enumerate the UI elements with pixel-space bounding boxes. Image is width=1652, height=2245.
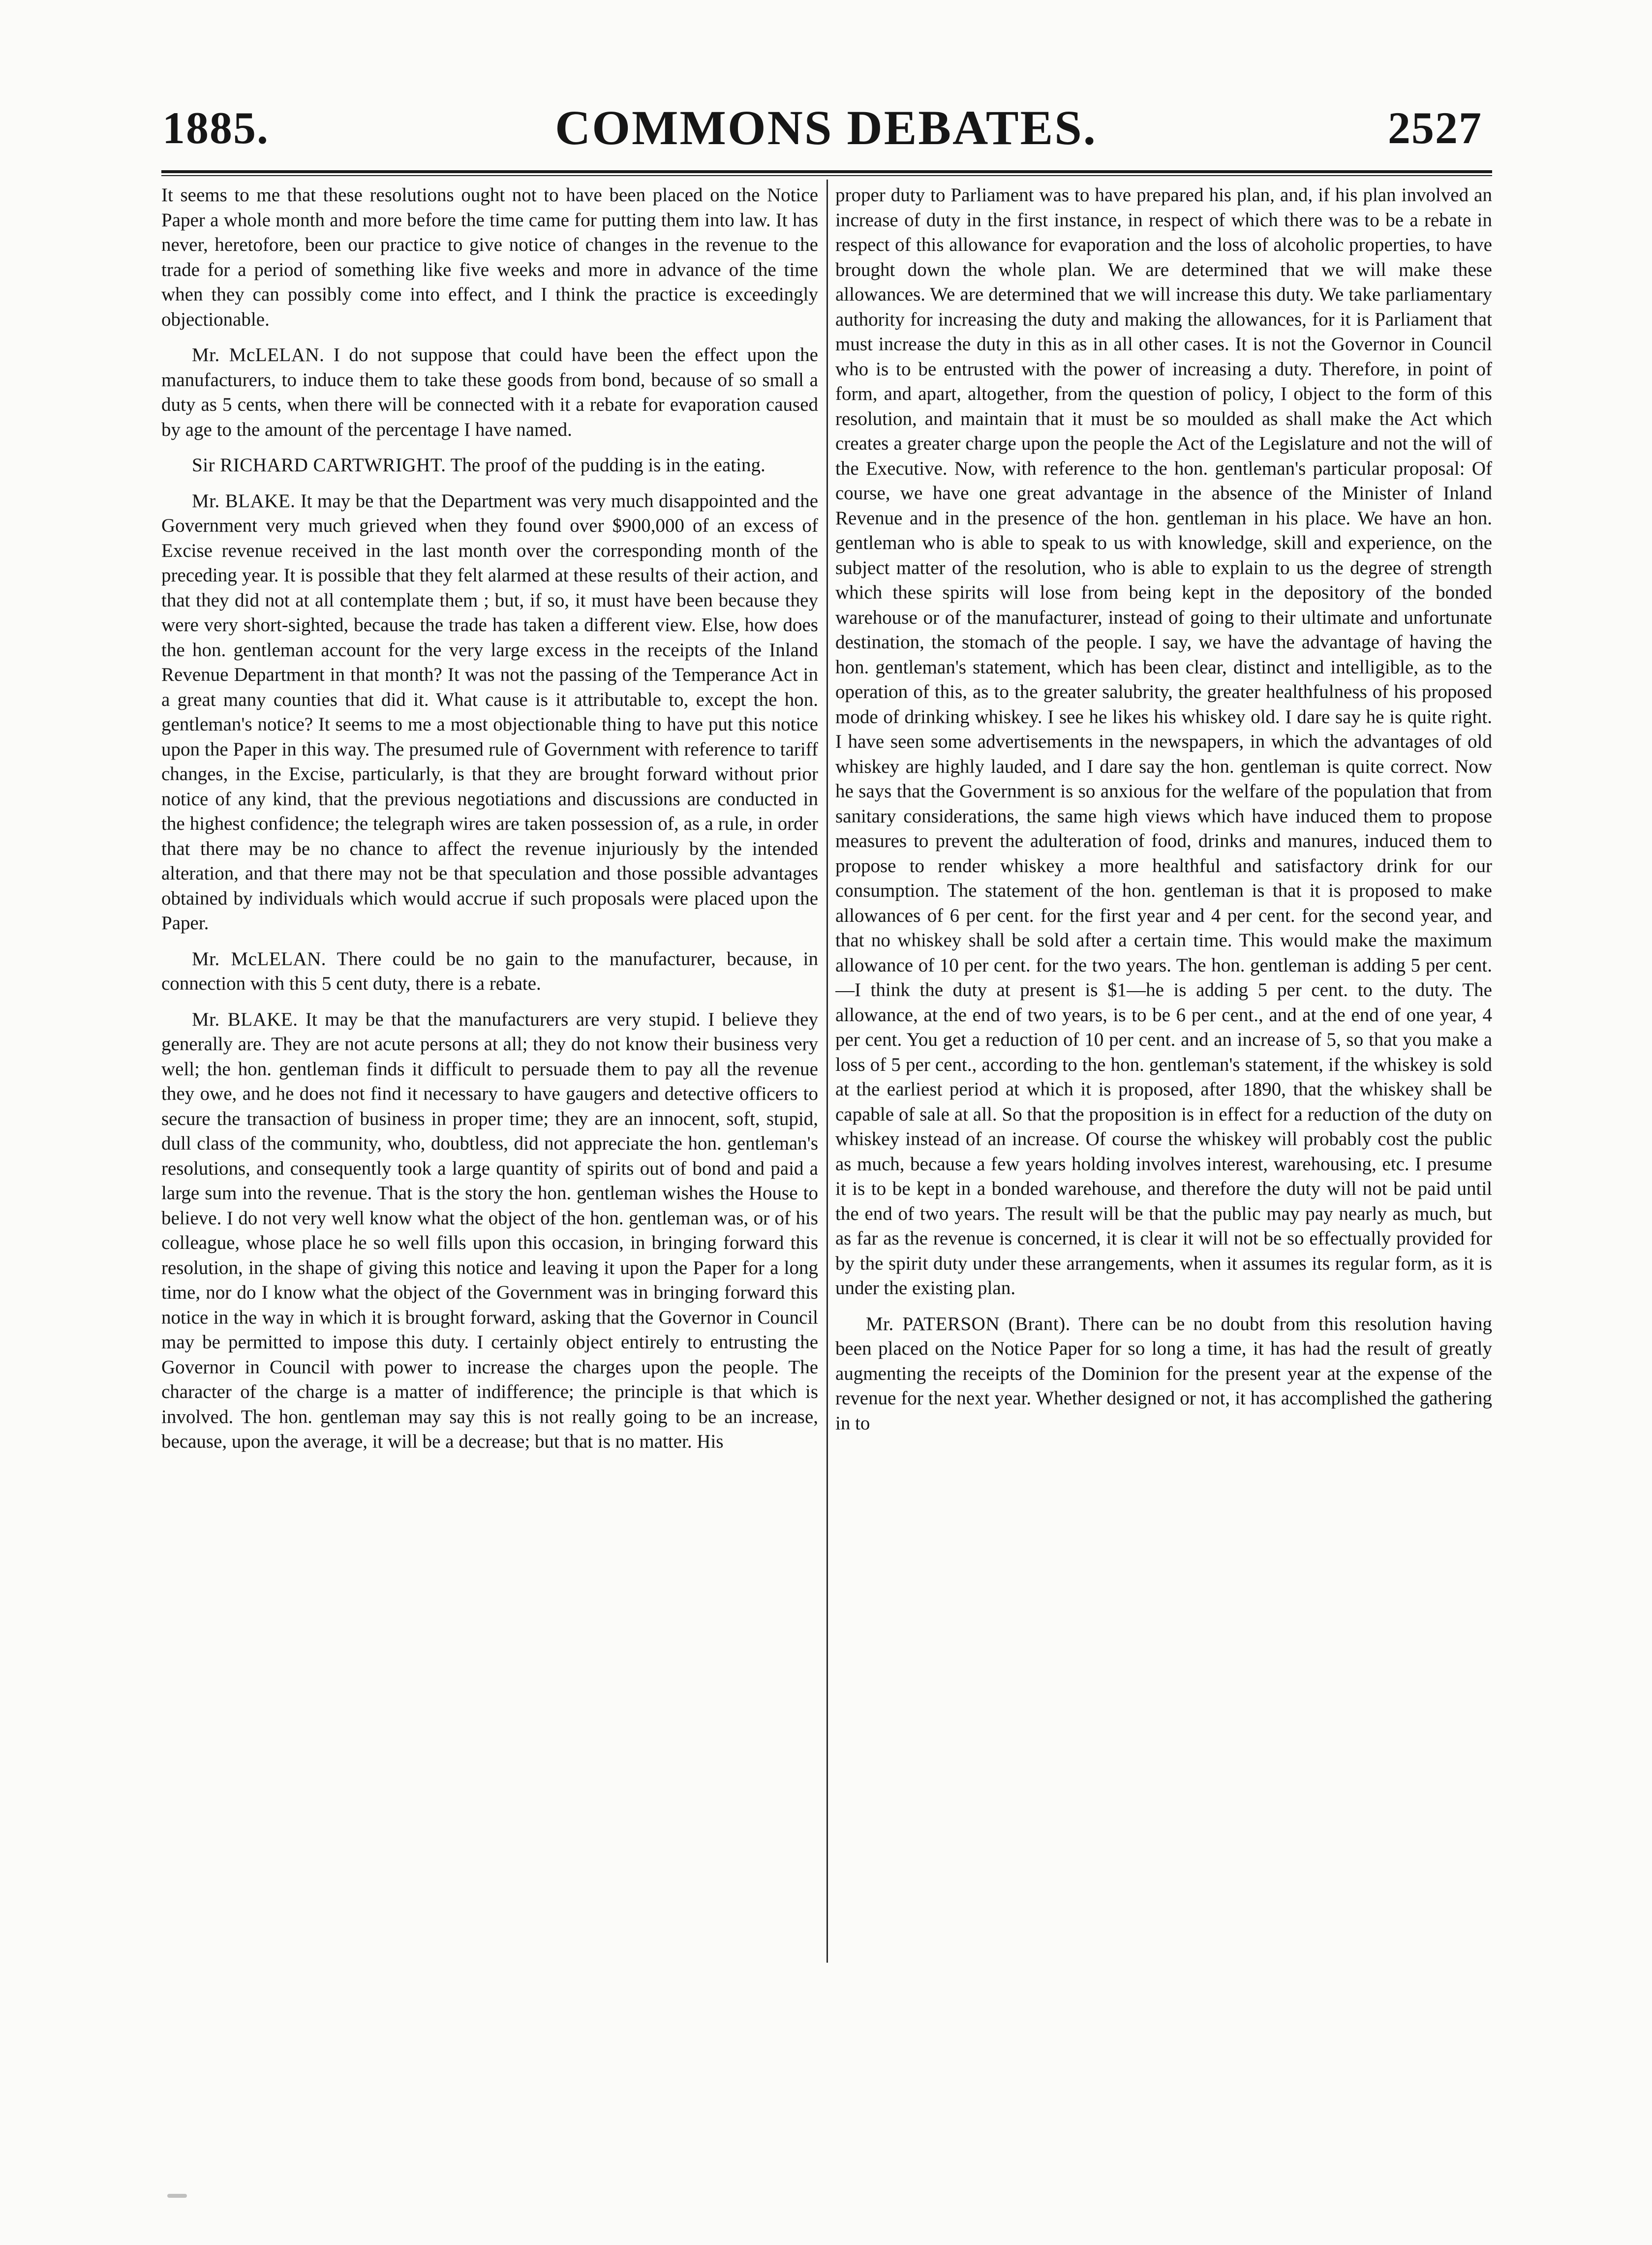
paragraph-text: It seems to me that these resolutions ought not to have been placed on the Notice Paper a whole month and more before the time came for putting them into law. It has never, heretofore, been our practice to give notice of changes in the revenue to the trade for a period of something like five weeks and more in advance of the time when they can possibly come into effect, and I think the practice is exceedingly objectionable. <box>161 184 818 330</box>
speaker-name: Mr. BLAKE. <box>192 1008 298 1030</box>
header-rule-thin <box>161 175 1492 176</box>
left-paragraph-4 <box>161 489 818 936</box>
paragraph-text: The proof of the pudding is in the eating. <box>450 455 765 476</box>
paragraph-text: There can be no doubt from this resolution having been placed on the Notice Paper for so long a time, it has had the result of greatly augmenting the receipts of the Dominion for the present year at the expense of the revenue for the next year. Whether designed or not, it has accomplished the gathering in to <box>835 1313 1492 1434</box>
speaker-name: Mr. McLELAN. <box>192 948 327 970</box>
left-column <box>161 183 818 1988</box>
page-number: 2527 <box>1388 103 1482 153</box>
paragraph-text: It may be that the Department was very much disappointed and the Government very much grieved when they found over $900,000 of an excess of Excise revenue received in the last month over the corresponding month of the preceding year. It is possible that they felt alarmed at these results of their action, and that they did not at all contemplate them ; but, if so, it must have been because they were very short-sighted, because the trade has taken a different view. Else, how does the hon. gentleman account for the very large excess in the receipts of the Inland Revenue Department in that month? It was not the passing of the Temperance Act in a great many counties that did it. What cause is it attributable to, except the hon. gentleman's notice? It seems to me a most objectionable thing to have put this notice upon the Paper in this way. The presumed rule of Government with reference to tariff changes, in the Excise, particularly, is that they are brought forward without prior notice of any kind, that the previous negotiations and discussions are conducted in the highest confidence; the telegraph wires are taken possession of, as a rule, in order that there may be no chance to affect the revenue injuriously by the intended alteration, and that there may not be that speculation and those possible advantages obtained by individuals which would accrue if such proposals were placed upon the Paper. <box>161 490 818 934</box>
left-paragraph-5 <box>161 947 818 997</box>
left-paragraph-2 <box>161 343 818 442</box>
right-paragraph-1 <box>835 183 1492 1301</box>
paragraph-text: proper duty to Parliament was to have prepared his plan, and, if his plan involved an increase of duty in the first instance, in respect of which there was to be a rebate in respect of this allowance for evaporation and the loss of alcoholic properties, to have brought down the whole plan. We are determined that we will make these allowances. We are determined that we will increase this duty. We take parliamentary authority for increasing the duty and making the allowances, for it is Parliament that must increase the duty in this as in all other cases. It is not the Governor in Council who is to be entrusted with the power of increasing a duty. Therefore, in point of form, and apart, altogether, from the question of policy, I object to the form of this resolution, and maintain that it must be so moulded as shall make the Act which creates a greater charge upon the people the Act of the Legislature and not the will of the Executive. Now, with reference to the hon. gentleman's particular proposal: Of course, we have one great advantage in the absence of the Minister of Inland Revenue and in the presence of the hon. gentleman in his place. We have an hon. gentleman who is able to speak to us with knowledge, skill and experience, on the subject matter of the resolution, who is able to explain to us the degree of strength which these spirits will lose from being kept in the depository of the bonded warehouse or of the manufacturer, instead of going to their ultimate and unfortunate destination, the stomach of the people. I say, we have the advantage of having the hon. gentleman's statement, which has been clear, distinct and intelligible, as to the operation of this, as to the greater salubrity, the greater healthfulness of his proposed mode of drinking whiskey. I see he likes his whiskey old. I dare say he is quite right. I have seen some advertisements in the newspapers, in which the advantages of old whiskey are highly lauded, and I dare say the hon. gentleman is quite correct. Now he says that the Government is so anxious for the welfare of the population that from sanitary considerations, the same high views which have induced them to propose measures to prevent the adulteration of food, drinks and manures, induced them to propose to render whiskey a more healthful and satisfactory drink for our consumption. The statement of the hon. gentleman is that it is proposed to make allowances of 6 per cent. for the first year and 4 per cent. for the second year, and that no whiskey shall be sold after a certain time. This would make the maximum allowance of 10 per cent. for the two years. The hon. gentleman is adding 5 per cent.—I think the duty at present is $1—he is adding 5 per cent. to the duty. The allowance, at the end of two years, is to be 6 per cent., and at the end of one year, 4 per cent. You get a reduction of 10 per cent. and an increase of 5, so that you make a loss of 5 per cent., according to the hon. gentleman's statement, if the whiskey is sold at the earliest period at which it is proposed, after 1890, that the whiskey shall be capable of sale at all. So that the proposition is in effect for a reduction of the duty on whiskey instead of an increase. Of course the whiskey will probably cost the public as much, because a few years holding involves interest, warehousing, etc. I presume it is to be kept in a bonded warehouse, and therefore the duty will not be paid until the end of two years. The result will be that the public may pay nearly as much, but as far as the revenue is concerned, it is clear it will not be so effectually provided for by the spirit duty under these arrangements, when it assumes its regular form, as it is under the existing plan. <box>835 184 1492 1299</box>
header-rule <box>161 170 1492 173</box>
page-title: COMMONS DEBATES. <box>555 100 1097 155</box>
left-paragraph-6 <box>161 1007 818 1455</box>
page-year: 1885. <box>162 103 269 153</box>
left-paragraph-3 <box>161 453 818 478</box>
speaker-name: Sir RICHARD CARTWRIGHT. <box>192 455 446 476</box>
print-speck <box>167 2194 187 2198</box>
speaker-name: Mr. BLAKE. <box>192 490 296 512</box>
paragraph-text: It may be that the manufacturers are very stupid. I believe they generally are. They are not acute persons at all; they do not know their business very well; the hon. gentleman finds it difficult to persuade them to pay all the revenue they owe, and he does not find it necessary to have gaugers and detective officers to secure the transaction of business in proper time; they are an innocent, soft, stupid, dull class of the community, who, doubtless, did not appreciate the hon. gentleman's resolutions, and consequently took a large quantity of spirits out of bond and paid a large sum into the revenue. That is the story the hon. gentleman wishes the House to believe. I do not very well know what the object of the hon. gentleman was, or of his colleague, whose place he so well fills upon this occasion, in bringing forward this resolution, in the shape of giving this notice and leaving it upon the Paper for a long time, nor do I know what the object of the Government was in bringing forward this notice in the way in which it is brought forward, asking that the Governor in Council may be permitted to impose this duty. I certainly object entirely to entrusting the Governor in Council with power to increase the charges upon the people. The character of the charge is a matter of indifference; the principle is that which is involved. The hon. gentleman may say this is not really going to be an increase, because, upon the average, it will be a decrease; but that is no matter. His <box>161 1008 818 1452</box>
speaker-name: Mr. McLELAN. <box>192 344 325 365</box>
right-paragraph-2 <box>835 1312 1492 1436</box>
speaker-name: Mr. PATERSON (Brant). <box>866 1313 1071 1335</box>
paragraph-text: There could be no gain to the manufacturer, because, in connection with this 5 cent duty, there is a rebate. <box>161 948 818 994</box>
right-column <box>835 183 1492 1988</box>
paragraph-text: I do not suppose that could have been the effect upon the manufacturers, to induce them to take these goods from bond, because of so small a duty as 5 cents, when there will be connected with it a rebate for evaporation caused by age to the amount of the percentage I have named. <box>161 344 818 440</box>
left-paragraph-1 <box>161 183 818 332</box>
column-divider <box>826 180 828 1963</box>
